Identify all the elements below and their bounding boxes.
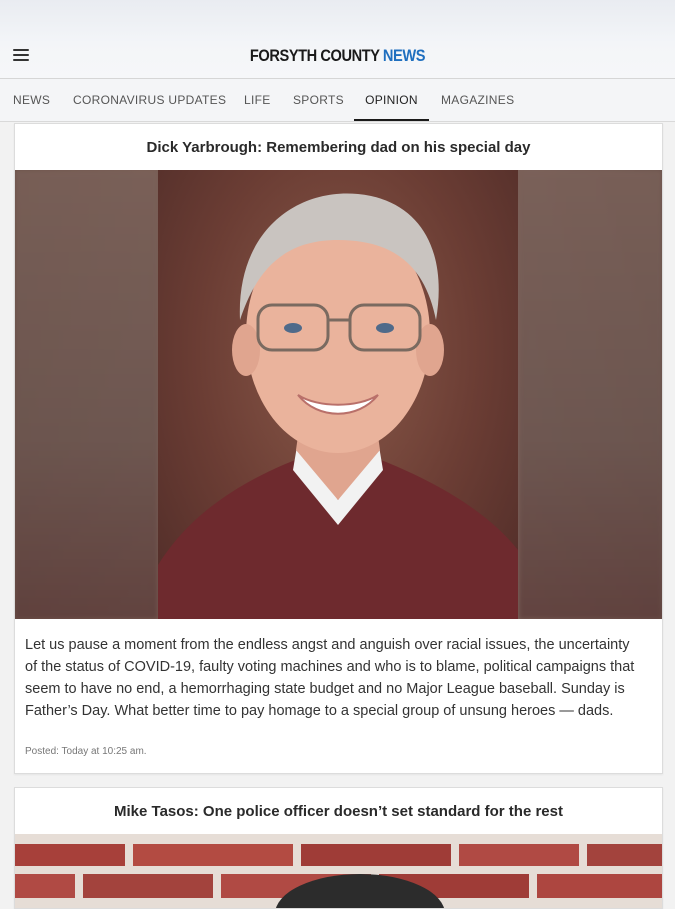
article-card[interactable] [14, 787, 663, 909]
article-title[interactable]: Dick Yarbrough: Remembering dad on his special day [146, 139, 531, 156]
brand-logo[interactable] [47, 46, 628, 66]
article-title[interactable]: Mike Tasos: One police officer doesn’t set standard for the rest [114, 803, 563, 820]
article-excerpt[interactable]: Let us pause a moment from the endless angst and anguish over racial issues, the uncertainty of the status of COVID-19, faulty voting machines and who is to blame, political campaigns that seem to have no end, a hemorrhaging state budget and no Major League baseball. Sunday is Father’s Day. What better time to pay homage to a special group of unsung heroes — dads. [25, 637, 635, 719]
app-header [0, 0, 675, 79]
brand-news: NEWS [382, 46, 426, 65]
tab-opinion[interactable]: OPINION [354, 79, 429, 121]
article-photo[interactable] [15, 170, 662, 619]
tab-sports[interactable]: SPORTS [293, 93, 344, 107]
tab-coronavirus-updates[interactable]: CORONAVIRUS UPDATES [73, 93, 227, 107]
brand-name: FORSYTH COUNTY [249, 46, 380, 65]
photo-blur-left [15, 170, 158, 619]
article-card[interactable] [14, 123, 663, 774]
section-tabs [0, 79, 675, 122]
photo-blur-right [519, 170, 662, 619]
article-photo[interactable] [15, 834, 662, 908]
tab-news[interactable]: NEWS [13, 93, 51, 107]
hamburger-menu-icon[interactable] [13, 49, 29, 61]
portrait-illustration [158, 170, 518, 619]
tab-life[interactable]: LIFE [244, 93, 271, 107]
brick-wall-illustration [15, 834, 662, 908]
article-posted-time: Posted: Today at 10:25 am. [25, 746, 147, 757]
tab-magazines[interactable]: MAGAZINES [441, 93, 515, 107]
